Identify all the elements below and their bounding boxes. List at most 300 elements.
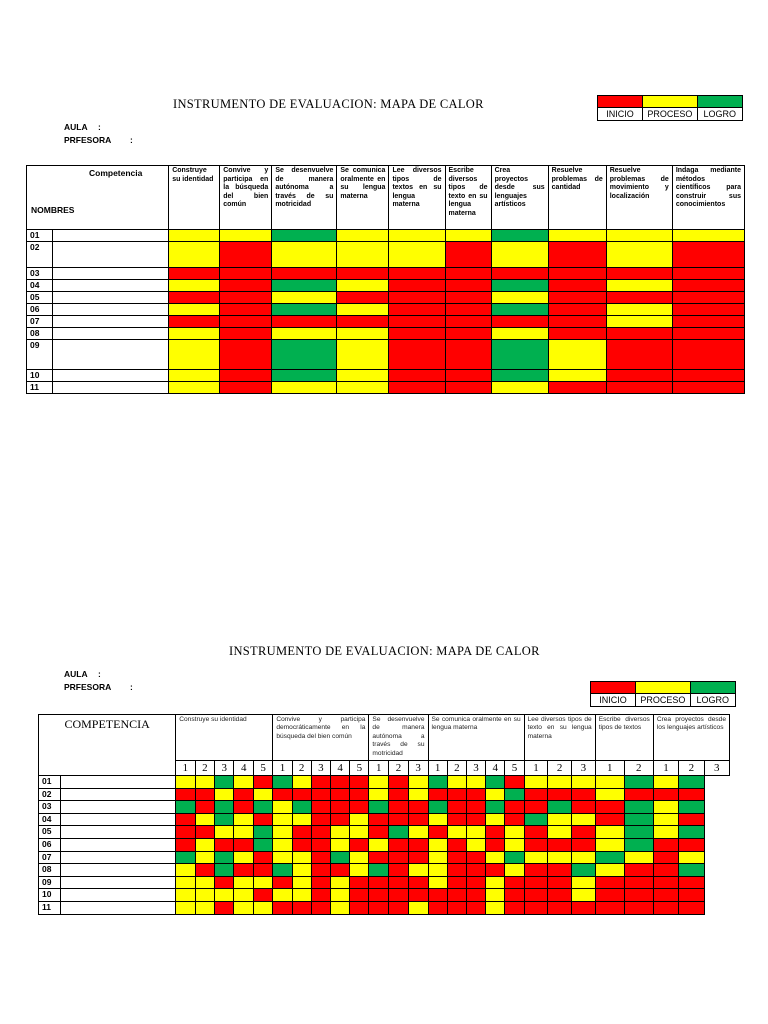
heat-cell [548, 826, 572, 839]
criterion-number: 2 [447, 761, 466, 776]
row-number: 06 [27, 304, 53, 316]
heat-cell [253, 801, 272, 814]
heat-cell [273, 801, 292, 814]
row-number: 05 [27, 292, 53, 304]
heat-cell [176, 788, 195, 801]
competencia-header-1: Construye su identidad [169, 166, 220, 230]
heat-cell [215, 864, 234, 877]
heat-cell [491, 280, 548, 292]
heat-cell [220, 292, 272, 304]
heat-cell [389, 280, 445, 292]
profesora-colon-2: : [130, 682, 133, 692]
legend-swatch-proceso-2 [636, 682, 691, 694]
heat-cell [330, 788, 349, 801]
heat-cell [311, 838, 330, 851]
heat-cell [428, 776, 447, 789]
heat-cell [491, 268, 548, 280]
criterion-number: 2 [624, 761, 653, 776]
heat-cell [292, 889, 311, 902]
heat-cell [653, 838, 678, 851]
heat-cell [389, 230, 445, 242]
student-name-cell[interactable] [61, 813, 176, 826]
heat-cell [447, 776, 466, 789]
heat-cell [389, 889, 409, 902]
heat-cell [220, 242, 272, 268]
heat-cell [350, 813, 369, 826]
heat-cell [337, 370, 389, 382]
heat-cell [486, 876, 505, 889]
heat-cell [272, 370, 337, 382]
heat-cell [330, 864, 349, 877]
heat-cell [272, 280, 337, 292]
row-number: 06 [39, 838, 61, 851]
heat-cell [195, 851, 214, 864]
heat-cell [169, 242, 220, 268]
heat-cell [408, 876, 428, 889]
criterion-number: 3 [215, 761, 234, 776]
heat-cell [169, 230, 220, 242]
row-number: 01 [27, 230, 53, 242]
heat-cell [486, 813, 505, 826]
heat-cell [292, 776, 311, 789]
heat-cell [330, 851, 349, 864]
heat-cell [653, 813, 678, 826]
heat-cell [606, 382, 672, 394]
row-number: 02 [27, 242, 53, 268]
student-name-cell[interactable] [61, 901, 176, 914]
table-row [39, 864, 730, 877]
aula-label-text: AULA [64, 122, 88, 132]
heat-cell [624, 826, 653, 839]
heat-cell [234, 826, 253, 839]
heat-cell [445, 230, 491, 242]
table-row [27, 370, 745, 382]
student-name-cell[interactable] [61, 788, 176, 801]
heat-cell [486, 889, 505, 902]
criterion-number: 5 [350, 761, 369, 776]
table-row [27, 292, 745, 304]
heat-cell [486, 851, 505, 864]
heat-cell [606, 340, 672, 370]
heat-cell [595, 838, 624, 851]
table-row [39, 826, 730, 839]
heat-cell [679, 901, 704, 914]
student-name-cell[interactable] [53, 268, 169, 280]
heat-cell [292, 788, 311, 801]
profesora-label-text: PRFESORA [64, 135, 112, 145]
heat-cell [445, 304, 491, 316]
heat-cell [234, 801, 253, 814]
student-name-cell[interactable] [53, 292, 169, 304]
heat-cell [234, 813, 253, 826]
heat-cell [350, 851, 369, 864]
student-name-cell[interactable] [61, 889, 176, 902]
heat-cell [595, 864, 624, 877]
heat-cell [428, 851, 447, 864]
heat-cell [369, 801, 389, 814]
heat-cell [548, 280, 606, 292]
heat-cell [428, 864, 447, 877]
row-number: 04 [39, 813, 61, 826]
heat-cell [653, 801, 678, 814]
table-row [39, 838, 730, 851]
heat-cell [215, 889, 234, 902]
heat-cell [215, 776, 234, 789]
heat-cell [215, 851, 234, 864]
aula-label-text-2: AULA [64, 669, 88, 679]
heat-cell [428, 838, 447, 851]
heat-cell [571, 901, 595, 914]
heat-cell [524, 826, 548, 839]
aula-colon-2: : [98, 669, 101, 679]
heat-cell [595, 901, 624, 914]
heat-cell [337, 280, 389, 292]
student-name-cell[interactable] [61, 776, 176, 789]
student-name-cell[interactable] [53, 230, 169, 242]
heat-cell [624, 889, 653, 902]
heat-cell [624, 788, 653, 801]
competencia-header-5: Lee diversos tipos de texto en su lengua materna [524, 715, 595, 761]
student-name-cell[interactable] [53, 304, 169, 316]
heat-cell [330, 801, 349, 814]
student-name-cell[interactable] [61, 876, 176, 889]
student-name-cell[interactable] [53, 328, 169, 340]
table-row [27, 268, 745, 280]
criterion-number: 4 [486, 761, 505, 776]
row-number: 11 [39, 901, 61, 914]
heat-cell [524, 876, 548, 889]
criterion-number: 2 [195, 761, 214, 776]
competencia-heading-2: COMPETENCIA [39, 715, 176, 776]
heat-cell [234, 876, 253, 889]
heat-cell [548, 876, 572, 889]
heat-cell [548, 230, 606, 242]
competencia-heading: Competencia [89, 168, 143, 178]
legend-label-logro: LOGRO [697, 108, 742, 121]
heat-cell [176, 864, 195, 877]
heat-cell [606, 280, 672, 292]
heat-cell [389, 901, 409, 914]
heat-cell [672, 340, 744, 370]
heat-cell [272, 382, 337, 394]
heat-cell [445, 328, 491, 340]
heat-cell [176, 838, 195, 851]
heat-cell [672, 382, 744, 394]
heat-cell [548, 382, 606, 394]
profesora-colon: : [130, 135, 133, 145]
heat-cell [505, 776, 524, 789]
student-name-cell[interactable] [61, 864, 176, 877]
heat-cell [389, 851, 409, 864]
heat-cell [330, 776, 349, 789]
student-name-cell[interactable] [53, 370, 169, 382]
heat-cell [505, 876, 524, 889]
heat-cell [428, 826, 447, 839]
heat-cell [486, 901, 505, 914]
heat-cell [273, 813, 292, 826]
heat-cell [606, 292, 672, 304]
table-row [39, 776, 730, 789]
heat-cell [215, 801, 234, 814]
heat-cell [548, 889, 572, 902]
heat-cell [369, 838, 389, 851]
heat-cell [653, 776, 678, 789]
heat-cell [679, 851, 704, 864]
heat-cell [548, 901, 572, 914]
heat-cell [491, 242, 548, 268]
heat-cell [350, 801, 369, 814]
competencia-header-4: Se comunica oralmente en su lengua materna [428, 715, 524, 761]
student-name-cell[interactable] [61, 838, 176, 851]
student-name-cell[interactable] [53, 280, 169, 292]
heat-cell [624, 851, 653, 864]
row-number: 03 [39, 801, 61, 814]
student-name-cell[interactable] [61, 851, 176, 864]
heat-cell [273, 889, 292, 902]
heat-cell [445, 316, 491, 328]
heat-cell [350, 901, 369, 914]
table-row [39, 889, 730, 902]
legend-swatch-proceso [643, 96, 698, 108]
heat-cell [389, 864, 409, 877]
criterion-number: 1 [369, 761, 389, 776]
heat-cell [653, 826, 678, 839]
heat-cell [486, 788, 505, 801]
heat-cell [491, 382, 548, 394]
heat-cell [491, 370, 548, 382]
heat-cell [195, 801, 214, 814]
heat-cell [624, 876, 653, 889]
student-name-cell[interactable] [61, 801, 176, 814]
heat-cell [606, 304, 672, 316]
heat-cell [311, 813, 330, 826]
heat-cell [169, 328, 220, 340]
heat-cell [292, 864, 311, 877]
heat-cell [337, 328, 389, 340]
heat-cell [548, 864, 572, 877]
heat-cell [389, 776, 409, 789]
heat-cell [548, 776, 572, 789]
heat-cell [491, 340, 548, 370]
table-row [39, 851, 730, 864]
criterion-number: 1 [524, 761, 548, 776]
heat-cell [491, 328, 548, 340]
row-number: 08 [39, 864, 61, 877]
heat-cell [337, 268, 389, 280]
criterion-number: 2 [389, 761, 409, 776]
heat-cell [330, 889, 349, 902]
heat-cell [548, 328, 606, 340]
legend [597, 95, 743, 121]
heat-cell [389, 340, 445, 370]
heat-cell [220, 268, 272, 280]
heat-cell [606, 230, 672, 242]
heat-cell [524, 889, 548, 902]
heat-cell [253, 813, 272, 826]
heat-cell [350, 889, 369, 902]
heat-cell [389, 826, 409, 839]
aula-colon: : [98, 122, 101, 132]
heat-cell [595, 889, 624, 902]
legend-label-inicio-2: INICIO [591, 694, 636, 707]
table-row [39, 901, 730, 914]
legend-swatch-logro-2 [690, 682, 735, 694]
heat-cell [672, 328, 744, 340]
competencia-header-6: Escribe diversos tipos de textos [595, 715, 653, 761]
heat-cell [679, 801, 704, 814]
heat-cell [311, 801, 330, 814]
criterion-number: 2 [679, 761, 704, 776]
row-number: 10 [27, 370, 53, 382]
heat-cell [571, 851, 595, 864]
heat-cell [350, 876, 369, 889]
heat-cell [624, 864, 653, 877]
row-number: 07 [39, 851, 61, 864]
heat-cell [408, 788, 428, 801]
heat-cell [169, 370, 220, 382]
heat-cell [524, 864, 548, 877]
heat-cell [445, 340, 491, 370]
heat-cell [466, 826, 485, 839]
heat-cell [253, 788, 272, 801]
student-name-cell[interactable] [53, 242, 169, 268]
heat-cell [330, 876, 349, 889]
heat-cell [595, 801, 624, 814]
criterion-number: 5 [253, 761, 272, 776]
heat-cell [253, 776, 272, 789]
heat-cell [176, 801, 195, 814]
heat-cell [571, 838, 595, 851]
heat-cell [505, 864, 524, 877]
criterion-number: 4 [234, 761, 253, 776]
heat-cell [350, 864, 369, 877]
criterion-number: 1 [595, 761, 624, 776]
header-corner [27, 166, 169, 230]
heat-cell [548, 851, 572, 864]
heat-cell [389, 292, 445, 304]
heat-cell [524, 838, 548, 851]
heat-cell [253, 901, 272, 914]
student-name-cell[interactable] [53, 340, 169, 370]
heat-cell [369, 876, 389, 889]
heat-cell [337, 242, 389, 268]
student-name-cell[interactable] [53, 316, 169, 328]
heat-cell [389, 304, 445, 316]
heat-cell [369, 901, 389, 914]
heat-cell [447, 864, 466, 877]
table-row [39, 801, 730, 814]
heat-cell [447, 788, 466, 801]
heat-cell [679, 864, 704, 877]
table-row [39, 788, 730, 801]
heat-cell [220, 280, 272, 292]
heat-cell [571, 826, 595, 839]
heatmap-table-1 [26, 165, 745, 394]
heat-cell [369, 813, 389, 826]
heat-cell [466, 801, 485, 814]
heat-cell [447, 838, 466, 851]
row-number: 03 [27, 268, 53, 280]
heat-cell [273, 864, 292, 877]
heat-cell [679, 889, 704, 902]
competencia-header-7: Crea proyectos desde sus lenguajes artísticos [491, 166, 548, 230]
heat-cell [311, 776, 330, 789]
heat-cell [220, 316, 272, 328]
competencia-header-2: Convive y participa en la búsqueda del bien común [220, 166, 272, 230]
heat-cell [548, 370, 606, 382]
table-row [39, 876, 730, 889]
heat-cell [176, 901, 195, 914]
heat-cell [548, 304, 606, 316]
heat-cell [653, 901, 678, 914]
heat-cell [292, 826, 311, 839]
heat-cell [195, 838, 214, 851]
heat-cell [486, 801, 505, 814]
heat-cell [369, 851, 389, 864]
heat-cell [234, 901, 253, 914]
page-title: INSTRUMENTO DE EVALUACION: MAPA DE CALOR [173, 97, 484, 111]
heat-cell [408, 901, 428, 914]
heat-cell [466, 776, 485, 789]
heat-cell [466, 901, 485, 914]
heat-cell [548, 268, 606, 280]
heat-cell [311, 851, 330, 864]
table-row [27, 242, 745, 268]
heat-cell [369, 889, 389, 902]
profesora-label-2 [64, 682, 133, 692]
heat-cell [653, 864, 678, 877]
heat-cell [311, 864, 330, 877]
heat-cell [337, 230, 389, 242]
heat-cell [215, 838, 234, 851]
heat-cell [505, 813, 524, 826]
heat-cell [408, 776, 428, 789]
heat-cell [486, 838, 505, 851]
student-name-cell[interactable] [53, 382, 169, 394]
heat-cell [548, 838, 572, 851]
heat-cell [466, 876, 485, 889]
heat-cell [548, 242, 606, 268]
heat-cell [624, 776, 653, 789]
legend-label-proceso-2: PROCESO [636, 694, 691, 707]
competencia-header-7: Crea proyectos desde los lenguajes artísticos [653, 715, 729, 761]
criterion-number: 4 [330, 761, 349, 776]
heat-cell [486, 826, 505, 839]
heat-cell [389, 316, 445, 328]
row-number: 09 [27, 340, 53, 370]
heat-cell [447, 813, 466, 826]
heat-cell [428, 901, 447, 914]
profesora-label [64, 135, 133, 145]
heat-cell [253, 851, 272, 864]
heat-cell [428, 788, 447, 801]
heat-cell [253, 876, 272, 889]
student-name-cell[interactable] [61, 826, 176, 839]
heat-cell [447, 876, 466, 889]
heat-cell [220, 304, 272, 316]
heat-cell [389, 813, 409, 826]
competencia-header-6: Escribe diversos tipos de texto en su lengua materna [445, 166, 491, 230]
heat-cell [272, 340, 337, 370]
page-title-2: INSTRUMENTO DE EVALUACION: MAPA DE CALOR [229, 644, 540, 658]
heat-cell [220, 382, 272, 394]
heat-cell [679, 826, 704, 839]
heat-cell [389, 268, 445, 280]
criterion-number: 3 [571, 761, 595, 776]
heat-cell [176, 813, 195, 826]
heat-cell [311, 876, 330, 889]
heat-cell [220, 328, 272, 340]
